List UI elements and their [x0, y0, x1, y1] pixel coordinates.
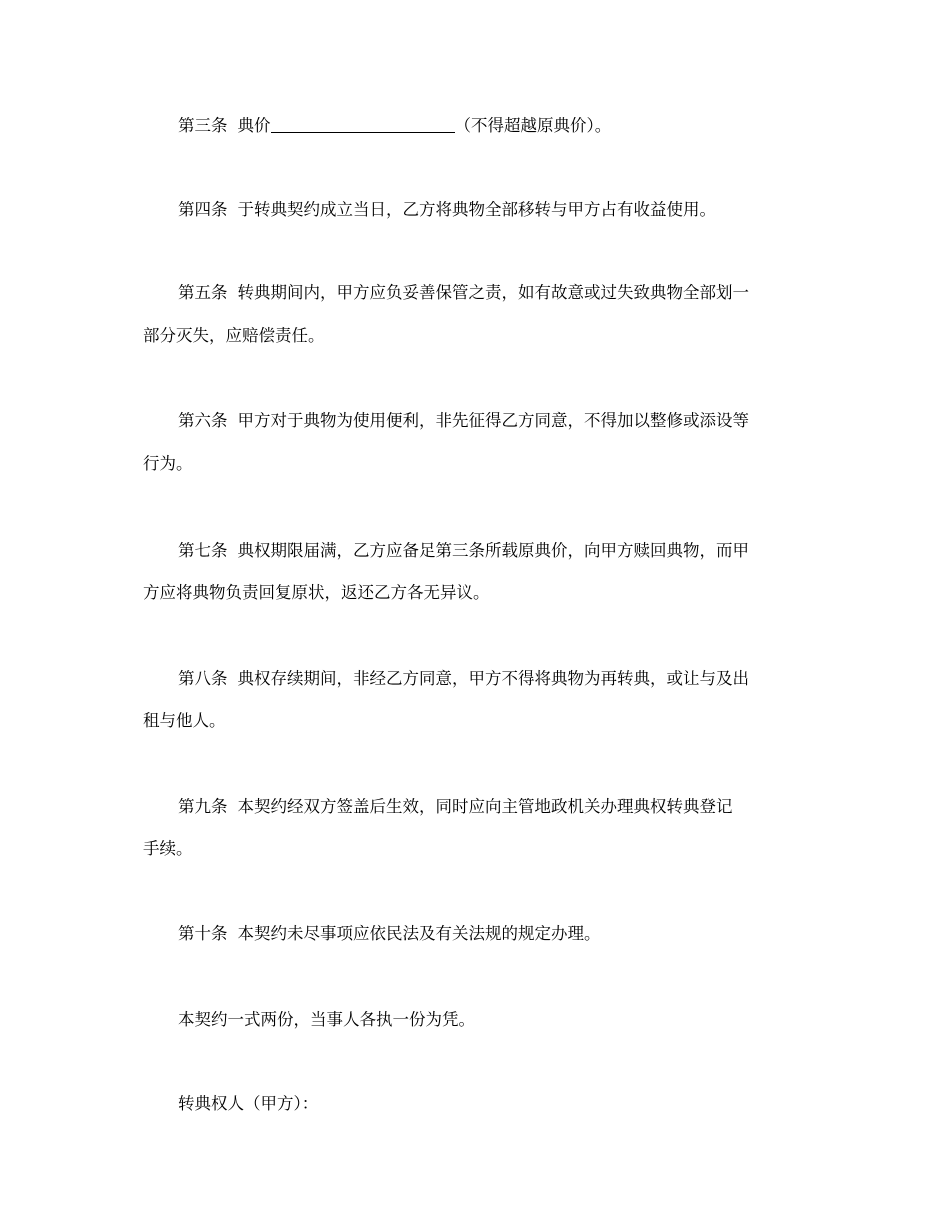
article-7-continuation: 方应将典物负责回复原状，返还乙方各无异议。 — [143, 583, 490, 602]
article-number: 第四条 — [178, 200, 228, 219]
article-8 — [178, 669, 749, 689]
article-number: 第六条 — [178, 411, 228, 430]
article-text: 转典期间内，甲方应负妥善保管之责，如有故意或过失致典物全部划一 — [237, 283, 749, 302]
article-text: 甲方对于典物为使用便利，非先征得乙方同意，不得加以整修或添设等 — [237, 411, 749, 430]
article-6 — [178, 411, 749, 431]
article-5 — [178, 283, 749, 303]
article-9 — [178, 797, 733, 817]
article-text: 典价 — [237, 116, 271, 135]
article-10 — [178, 924, 601, 944]
signature-label: 转典权人（甲方）： — [178, 1094, 319, 1113]
article-number: 第五条 — [178, 283, 228, 302]
article-6-continuation: 行为。 — [143, 454, 193, 473]
article-3 — [178, 116, 611, 136]
price-blank-field[interactable] — [271, 116, 455, 133]
article-number: 第八条 — [178, 669, 228, 688]
article-text: 典权存续期间，非经乙方同意，甲方不得将典物为再转典，或让与及出 — [237, 669, 749, 688]
copies-clause: 本契约一式两份，当事人各执一份为凭。 — [178, 1010, 475, 1029]
article-number: 第七条 — [178, 541, 228, 560]
article-text: （不得超越原典价）。 — [454, 116, 612, 135]
article-text: 于转典契约成立当日，乙方将典物全部移转与甲方占有收益使用。 — [237, 200, 716, 219]
article-8-continuation: 租与他人。 — [143, 711, 226, 730]
article-text: 典权期限届满，乙方应备足第三条所载原典价，向甲方赎回典物，而甲 — [237, 541, 749, 560]
article-7 — [178, 541, 749, 561]
article-number: 第十条 — [178, 924, 228, 943]
article-4 — [178, 200, 716, 220]
article-number: 第九条 — [178, 797, 228, 816]
article-9-continuation: 手续。 — [143, 839, 193, 858]
article-text: 本契约未尽事项应依民法及有关法规的规定办理。 — [237, 924, 601, 943]
article-5-continuation: 部分灭失，应赔偿责任。 — [143, 326, 325, 345]
article-text: 本契约经双方签盖后生效，同时应向主管地政机关办理典权转典登记 — [237, 797, 733, 816]
article-number: 第三条 — [178, 116, 228, 135]
